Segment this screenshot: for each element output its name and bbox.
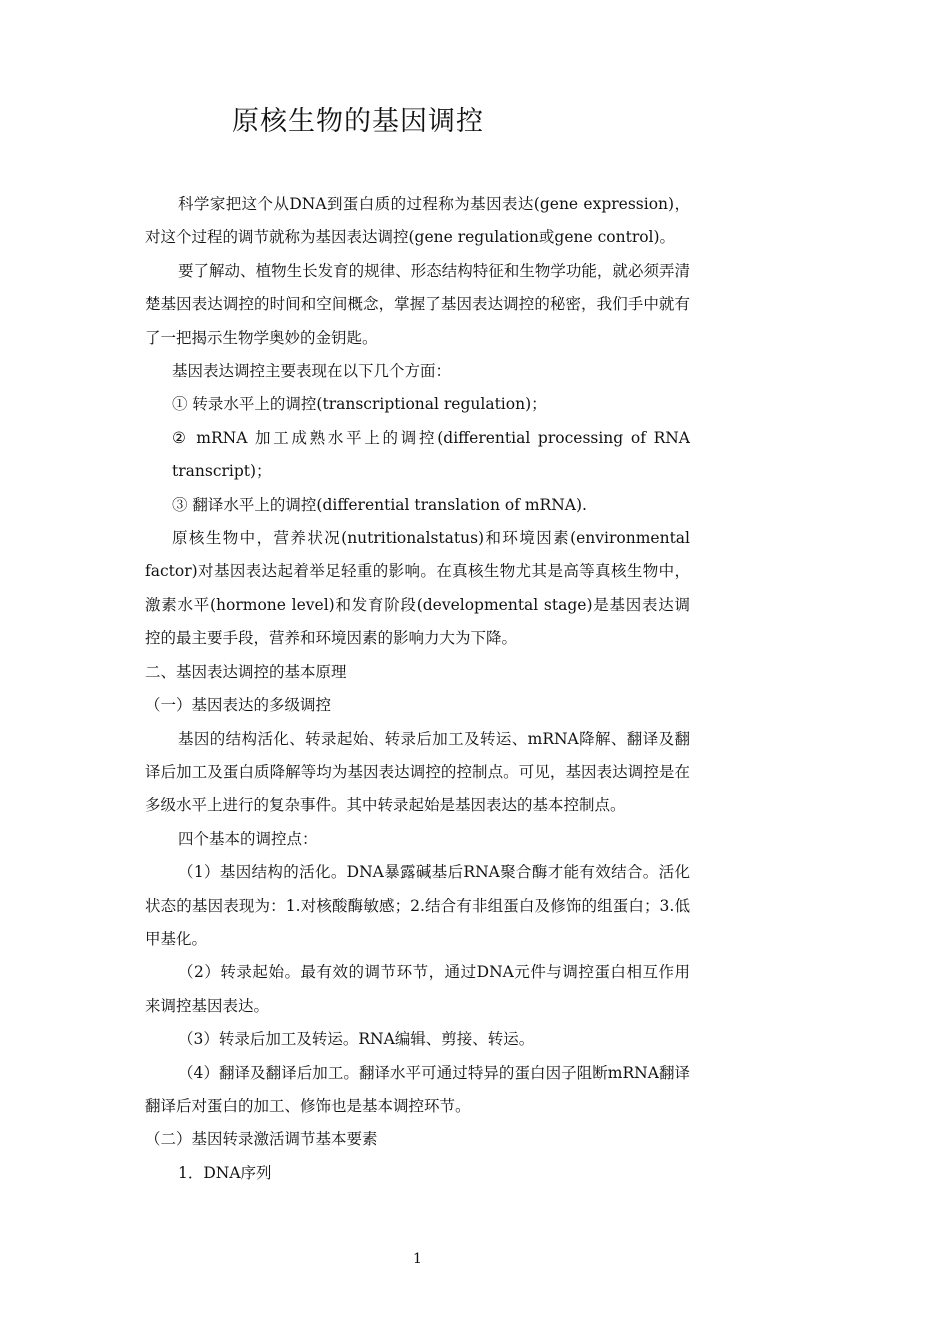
page-number: 1 — [413, 1251, 422, 1267]
paragraph-gene-expression-definition: 科学家把这个从DNA到蛋白质的过程称为基因表达(gene expression)，对这个过程的调节就称为基因表达调控(gene regulation或gene control)。 — [145, 195, 690, 247]
subsection-heading-transcription-activation-elements: （二）基因转录激活调节基本要素 — [145, 1130, 378, 1149]
list-item-mrna-processing-regulation: ② mRNA 加工成熟水平上的调控(differential processing of RNA transcript)； — [172, 428, 690, 481]
document-body — [145, 188, 690, 1190]
section-heading-basic-principles: 二、基因表达调控的基本原理 — [145, 662, 347, 681]
list-item-translation-regulation: ③ 翻译水平上的调控(differential translation of mRNA). — [172, 495, 587, 514]
paragraph-control-points: 基因的结构活化、转录起始、转录后加工及转运、mRNA降解、翻译及翻译后加工及蛋白质降解等均为基因表达调控的控制点。可见，基因表达调控是在多级水平上进行的复杂事件。其中转录起始是基因表达的基本控制点。 — [145, 729, 690, 815]
paragraph-four-control-points-intro: 四个基本的调控点： — [178, 829, 318, 848]
subsection-heading-multilevel-regulation: （一）基因表达的多级调控 — [145, 696, 332, 715]
paragraph-regulation-aspects-intro: 基因表达调控主要表现在以下几个方面： — [172, 362, 452, 381]
document-title: 原核生物的基因调控 — [232, 106, 484, 137]
paragraph-regulation-importance: 要了解动、植物生长发育的规律、形态结构特征和生物学功能，就必须弄清楚基因表达调控的时间和空间概念，掌握了基因表达调控的秘密，我们手中就有了一把揭示生物学奥妙的金钥匙。 — [145, 261, 690, 347]
subheading-dna-sequence: 1．DNA序列 — [178, 1163, 272, 1182]
list-item-translation-and-post-translation: （4）翻译及翻译后加工。翻译水平可通过特异的蛋白因子阻断mRNA翻译翻译后对蛋白的加工、修饰也是基本调控环节。 — [145, 1063, 690, 1115]
list-item-post-transcriptional-processing: （3）转录后加工及转运。RNA编辑、剪接、转运。 — [178, 1030, 535, 1049]
paragraph-prokaryote-eukaryote-factors: 原核生物中，营养状况(nutritionalstatus)和环境因素(environmental factor)对基因表达起着举足轻重的影响。在真核生物尤其是高等真核生物中，激素水平(hormone level)和发育阶段(developmental stage)是基因表达调控的最主要手段，营养和环境因素的影响力大为下降。 — [145, 529, 690, 648]
list-item-transcriptional-regulation: ① 转录水平上的调控(transcriptional regulation)； — [172, 395, 547, 414]
list-item-gene-structure-activation: （1）基因结构的活化。DNA暴露碱基后RNA聚合酶才能有效结合。活化状态的基因表现为：1.对核酸酶敏感；2.结合有非组蛋白及修饰的组蛋白；3.低甲基化。 — [145, 863, 690, 948]
list-item-transcription-initiation: （2）转录起始。最有效的调节环节，通过DNA元件与调控蛋白相互作用来调控基因表达。 — [145, 963, 690, 1015]
